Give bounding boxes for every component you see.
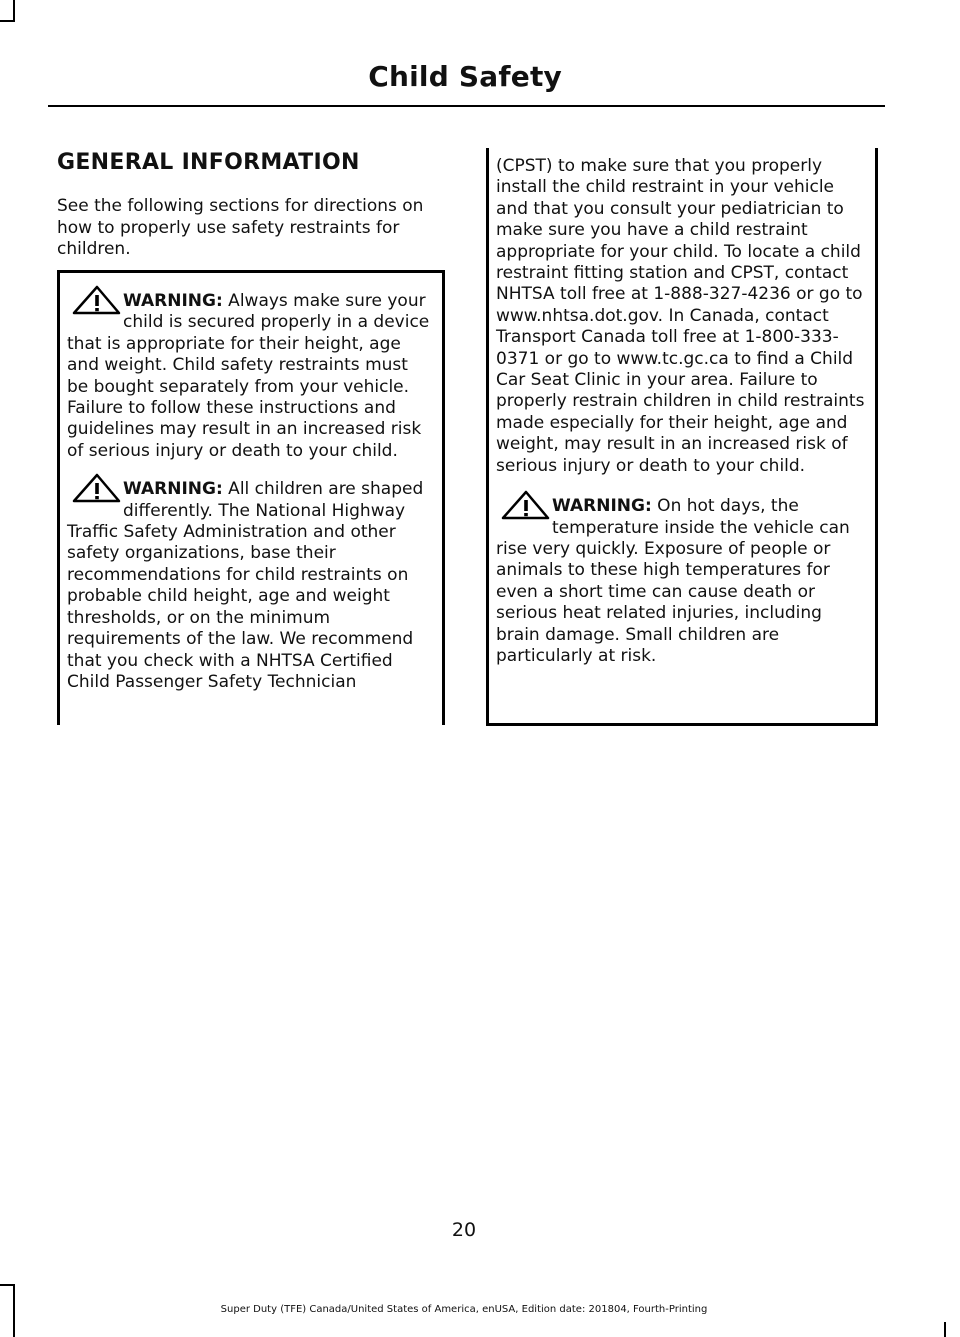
warning-triangle-icon (67, 283, 123, 319)
warning-continuation-text: (CPST) to make sure that you properly install the child restraint in your vehicle and that you consult your pediatrician to make sure you have a child restraint appropriate for your child. To locate a child restraint fitting station and CPST, contact NHTSA toll free at 1-888-327-4236 or go to www.nhtsa.dot.gov. In Canada, contact Transport Canada toll free at 1-800-333-0371 or go to www.tc.gc.ca to find a Child Car Seat Clinic in your area. Failure to properly restrain children in child restraints made especially for their height, age and weight, may result in an increased risk of serious injury or death to your child. (496, 156, 865, 476)
warning-box-left (57, 270, 445, 725)
warning-block (67, 291, 434, 462)
warning-label: WARNING: (123, 291, 223, 311)
page-header-title: Child Safety (368, 60, 562, 93)
warning-text: Always make sure your child is secured properly in a device that is appropriate for their height, age and weight. Child safety restraints must be bought separately from your vehicle. Failure to follow these instructions and guidelines may result in an increased risk of serious injury or death to your child. (67, 291, 430, 461)
section-title: GENERAL INFORMATION (57, 150, 360, 175)
crop-mark-top-left-h (0, 20, 15, 22)
edition-footer: Super Duty (TFE) Canada/United States of America, enUSA, Edition date: 201804, Fourth-Printing (220, 1304, 708, 1315)
warning-text: On hot days, the temperature inside the vehicle can rise very quickly. Exposure of people or animals to these high temperatures for even a short time can cause death or serious heat related injuries, including brain damage. Small children are particularly at risk. (496, 496, 850, 666)
section-intro: See the following sections for directions on how to properly use safety restraints for children. (57, 196, 424, 259)
crop-mark-bottom-left-h (0, 1284, 15, 1286)
warning-triangle-icon (496, 488, 552, 524)
crop-mark-top-left-v (13, 0, 15, 20)
warning-text: All children are shaped differently. The National Highway Traffic Safety Administration and other safety organizations, base their recommendations for child restraints on probable child height, age and weight thresholds, or on the minimum requirements of the law. We recommend that you check with a NHTSA Certified Child Passenger Safety Technician (67, 479, 424, 692)
page-number: 20 (451, 1219, 477, 1241)
warning-box-right (486, 148, 878, 726)
crop-mark-bottom-right-v (944, 1322, 946, 1337)
warning-label: WARNING: (552, 496, 652, 517)
warning-label: WARNING: (123, 479, 223, 500)
header-rule (48, 105, 885, 107)
warning-block (67, 479, 434, 693)
warning-triangle-icon (67, 471, 123, 507)
warning-block (496, 496, 867, 667)
